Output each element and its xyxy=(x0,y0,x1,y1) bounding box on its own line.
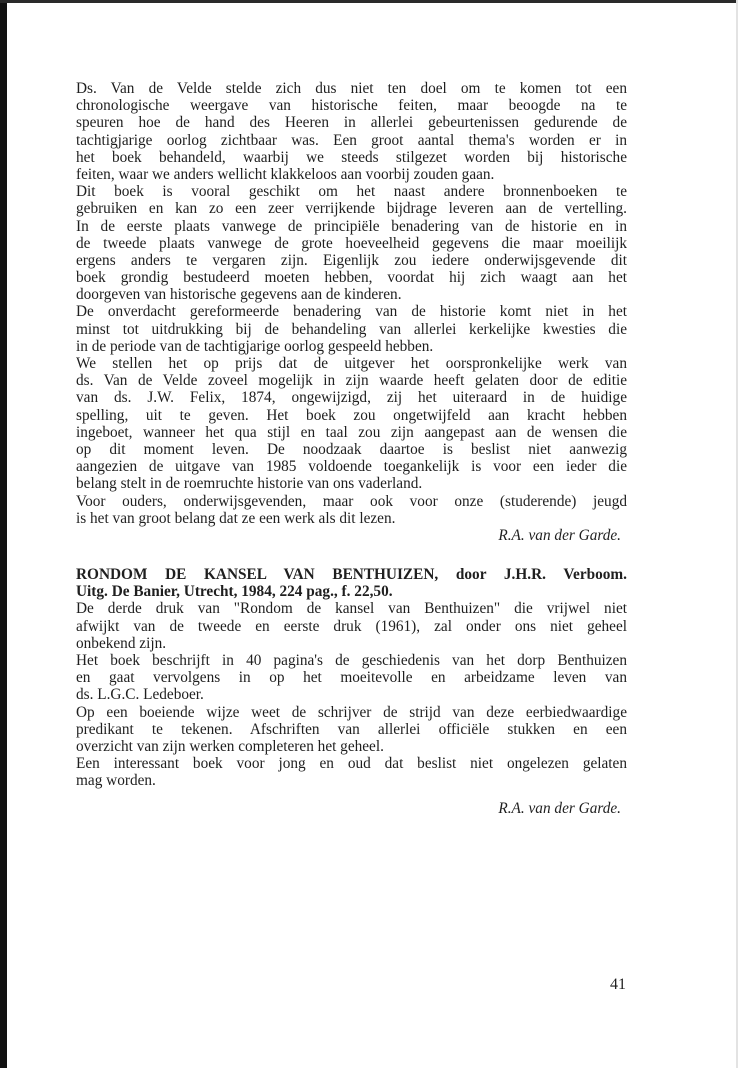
book-publication-info: Uitg. De Banier, Utrecht, 1984, 224 pag., f. 22,50. xyxy=(76,583,393,601)
text-line: spelling, uit te geven. Het boek zou ongetwijfeld aan kracht hebben xyxy=(76,406,627,424)
text-line: ingeboet, wanneer het qua stijl en taal zou zijn aangepast aan de wensen die xyxy=(76,423,627,441)
text-line: op dit moment leven. De noodzaak daartoe is beslist niet aanwezig xyxy=(76,440,627,458)
text-line: boek grondig bestudeerd moeten hebben, voordat hij zich waagt aan het xyxy=(76,269,627,287)
text-line: het boek behandeld, waarbij we steeds stilgezet worden bij historische xyxy=(76,148,627,166)
text-line: van ds. J.W. Felix, 1874, ongewijzigd, zij het uiteraard in de huidige xyxy=(76,389,627,407)
text-line: chronologische weergave van historische feiten, maar beoogde na te xyxy=(76,97,627,115)
page-scan-edge-left xyxy=(0,0,7,1068)
text-line: De derde druk van "Rondom de kansel van Benthuizen" die vrijwel niet xyxy=(76,600,627,618)
text-line: mag worden. xyxy=(76,772,156,790)
text-line: Het boek beschrijft in 40 pagina's de geschiedenis van het dorp Benthuizen xyxy=(76,652,627,669)
text-line: Ds. Van de Velde stelde zich dus niet ten doel om te komen tot een xyxy=(76,80,627,97)
text-line: Op een boeiende wijze weet de schrijver de strijd van deze eerbiedwaardige xyxy=(76,703,627,721)
article-rondom-de-kansel xyxy=(76,566,627,817)
text-line: de tweede plaats vanwege de grote hoeveelheid gegevens die maar moeilijk xyxy=(76,234,627,252)
text-line: gebruiken en kan zo een zeer verrijkende bijdrage leveren aan de vertelling. xyxy=(76,200,627,218)
text-line: feiten, waar we anders wellicht klakkeloos aan voorbij zouden gaan. xyxy=(76,165,495,183)
text-line: is het van groot belang dat ze een werk als dit lezen. xyxy=(76,509,396,527)
text-line: en gaat vervolgens in op het moeitevolle en arbeidzame leven van xyxy=(76,669,627,687)
text-line: ds. Van de Velde zoveel mogelijk in zijn waarde heeft gelaten door de editie xyxy=(76,372,627,390)
text-line: In de eerste plaats vanwege de principiële benadering van de historie en in xyxy=(76,217,627,235)
text-line: speuren hoe de hand des Heeren in allerlei gebeurtenissen gedurende de xyxy=(76,114,627,132)
text-line: Voor ouders, onderwijsgevenden, maar ook voor onze (studerende) jeugd xyxy=(76,492,627,510)
page-body xyxy=(76,80,627,817)
text-line: aangezien de uitgave van 1985 voldoende toegankelijk is voor een ieder die xyxy=(76,458,627,476)
article-review-van-de-velde xyxy=(76,80,627,544)
text-line: We stellen het op prijs dat de uitgever het oorspronkelijke werk van xyxy=(76,355,627,372)
text-line: tachtigjarige oorlog zichtbaar was. Een groot aantal thema's worden er in xyxy=(76,131,627,149)
text-line: doorgeven van historische gegevens aan de kinderen. xyxy=(76,286,402,304)
text-line: in de periode van de tachtigjarige oorlog gespeeld hebben. xyxy=(76,337,434,355)
text-line: afwijkt van de tweede en eerste druk (1961), zal onder ons niet geheel xyxy=(76,617,627,635)
text-line: minst tot uitdrukking bij de behandeling van allerlei kerkelijke kwesties die xyxy=(76,320,627,338)
text-line: Een interessant boek voor jong en oud dat beslist niet ongelezen gelaten xyxy=(76,755,627,773)
text-line: De onverdacht gereformeerde benadering van de historie komt niet in het xyxy=(76,303,627,321)
review-signature: R.A. van der Garde. xyxy=(498,526,621,544)
text-line: overzicht van zijn werken completeren het geheel. xyxy=(76,737,384,755)
page-number: 41 xyxy=(610,976,626,993)
text-line: belang stelt in de roemruchte historie van ons vaderland. xyxy=(76,475,423,493)
text-line: predikant te tekenen. Afschriften van allerlei officiële stukken en een xyxy=(76,720,627,738)
text-line: onbekend zijn. xyxy=(76,634,167,652)
book-title-heading: RONDOM DE KANSEL VAN BENTHUIZEN, door J.H.R. Verboom. xyxy=(76,566,627,584)
text-line: Dit boek is vooral geschikt om het naast andere bronnenboeken te xyxy=(76,183,627,201)
text-line: ds. L.G.C. Ledeboer. xyxy=(76,686,204,704)
review-signature: R.A. van der Garde. xyxy=(498,799,621,817)
text-line: ergens anders te vergaren zijn. Eigenlijk zou iedere onderwijsgevende dit xyxy=(76,251,627,269)
page-scan-edge-top xyxy=(0,0,738,3)
